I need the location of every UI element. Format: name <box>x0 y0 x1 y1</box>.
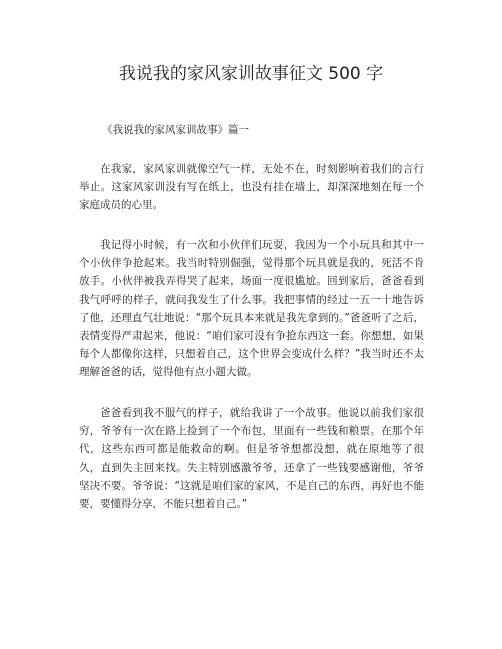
document-title: 我说我的家风家训故事征文 500 字 <box>118 64 384 84</box>
paragraph-1: 在我家，家风家训就像空气一样，无处不在，时刻影响着我们的言行举止。这家风家训没有写在纸上，也没有挂在墙上，却深深地刻在每一个家庭成员的心里。 <box>79 163 424 212</box>
paragraph-2: 我记得小时候，有一次和小伙伴们玩耍，我因为一个小玩具和其中一个小伙伴争抢起来。我当时特别倔强，觉得那个玩具就是我的，死活不肯放手。小伙伴被我弄得哭了起来，场面一度很尴尬。回到家后，爸爸看到我气呼呼的样子，就问我发生了什么事。我把事情的经过一五一十地告诉了他，还理直气壮地说：“那个玩具本来就是我先拿到的。”爸爸听了之后，表情变得严肃起来，他说：“咱们家可没有争抢东西这一套。你想想，如果每个人都像你这样，只想着自己，这个世界会变成什么样？”我当时还不太理解爸爸的话，觉得他有点小题大做。 <box>79 239 424 379</box>
paragraph-3: 爸爸看到我不服气的样子，就给我讲了一个故事。他说以前我们家很穷，爷爷有一次在路上捡到了一个布包，里面有一些钱和粮票。在那个年代，这些东西可都是能救命的啊。但是爷爷想都没想，就在原地等了很久，直到失主回来找。失主特别感激爷爷，还拿了一些钱要感谢他，爷爷坚决不要。爷爷说：“这就是咱们家的家风，不是自己的东西，再好也不能要，要懂得分享，不能只想着自己。” <box>79 407 424 511</box>
section-subtitle: 《我说我的家风家训故事》篇一 <box>102 124 249 136</box>
